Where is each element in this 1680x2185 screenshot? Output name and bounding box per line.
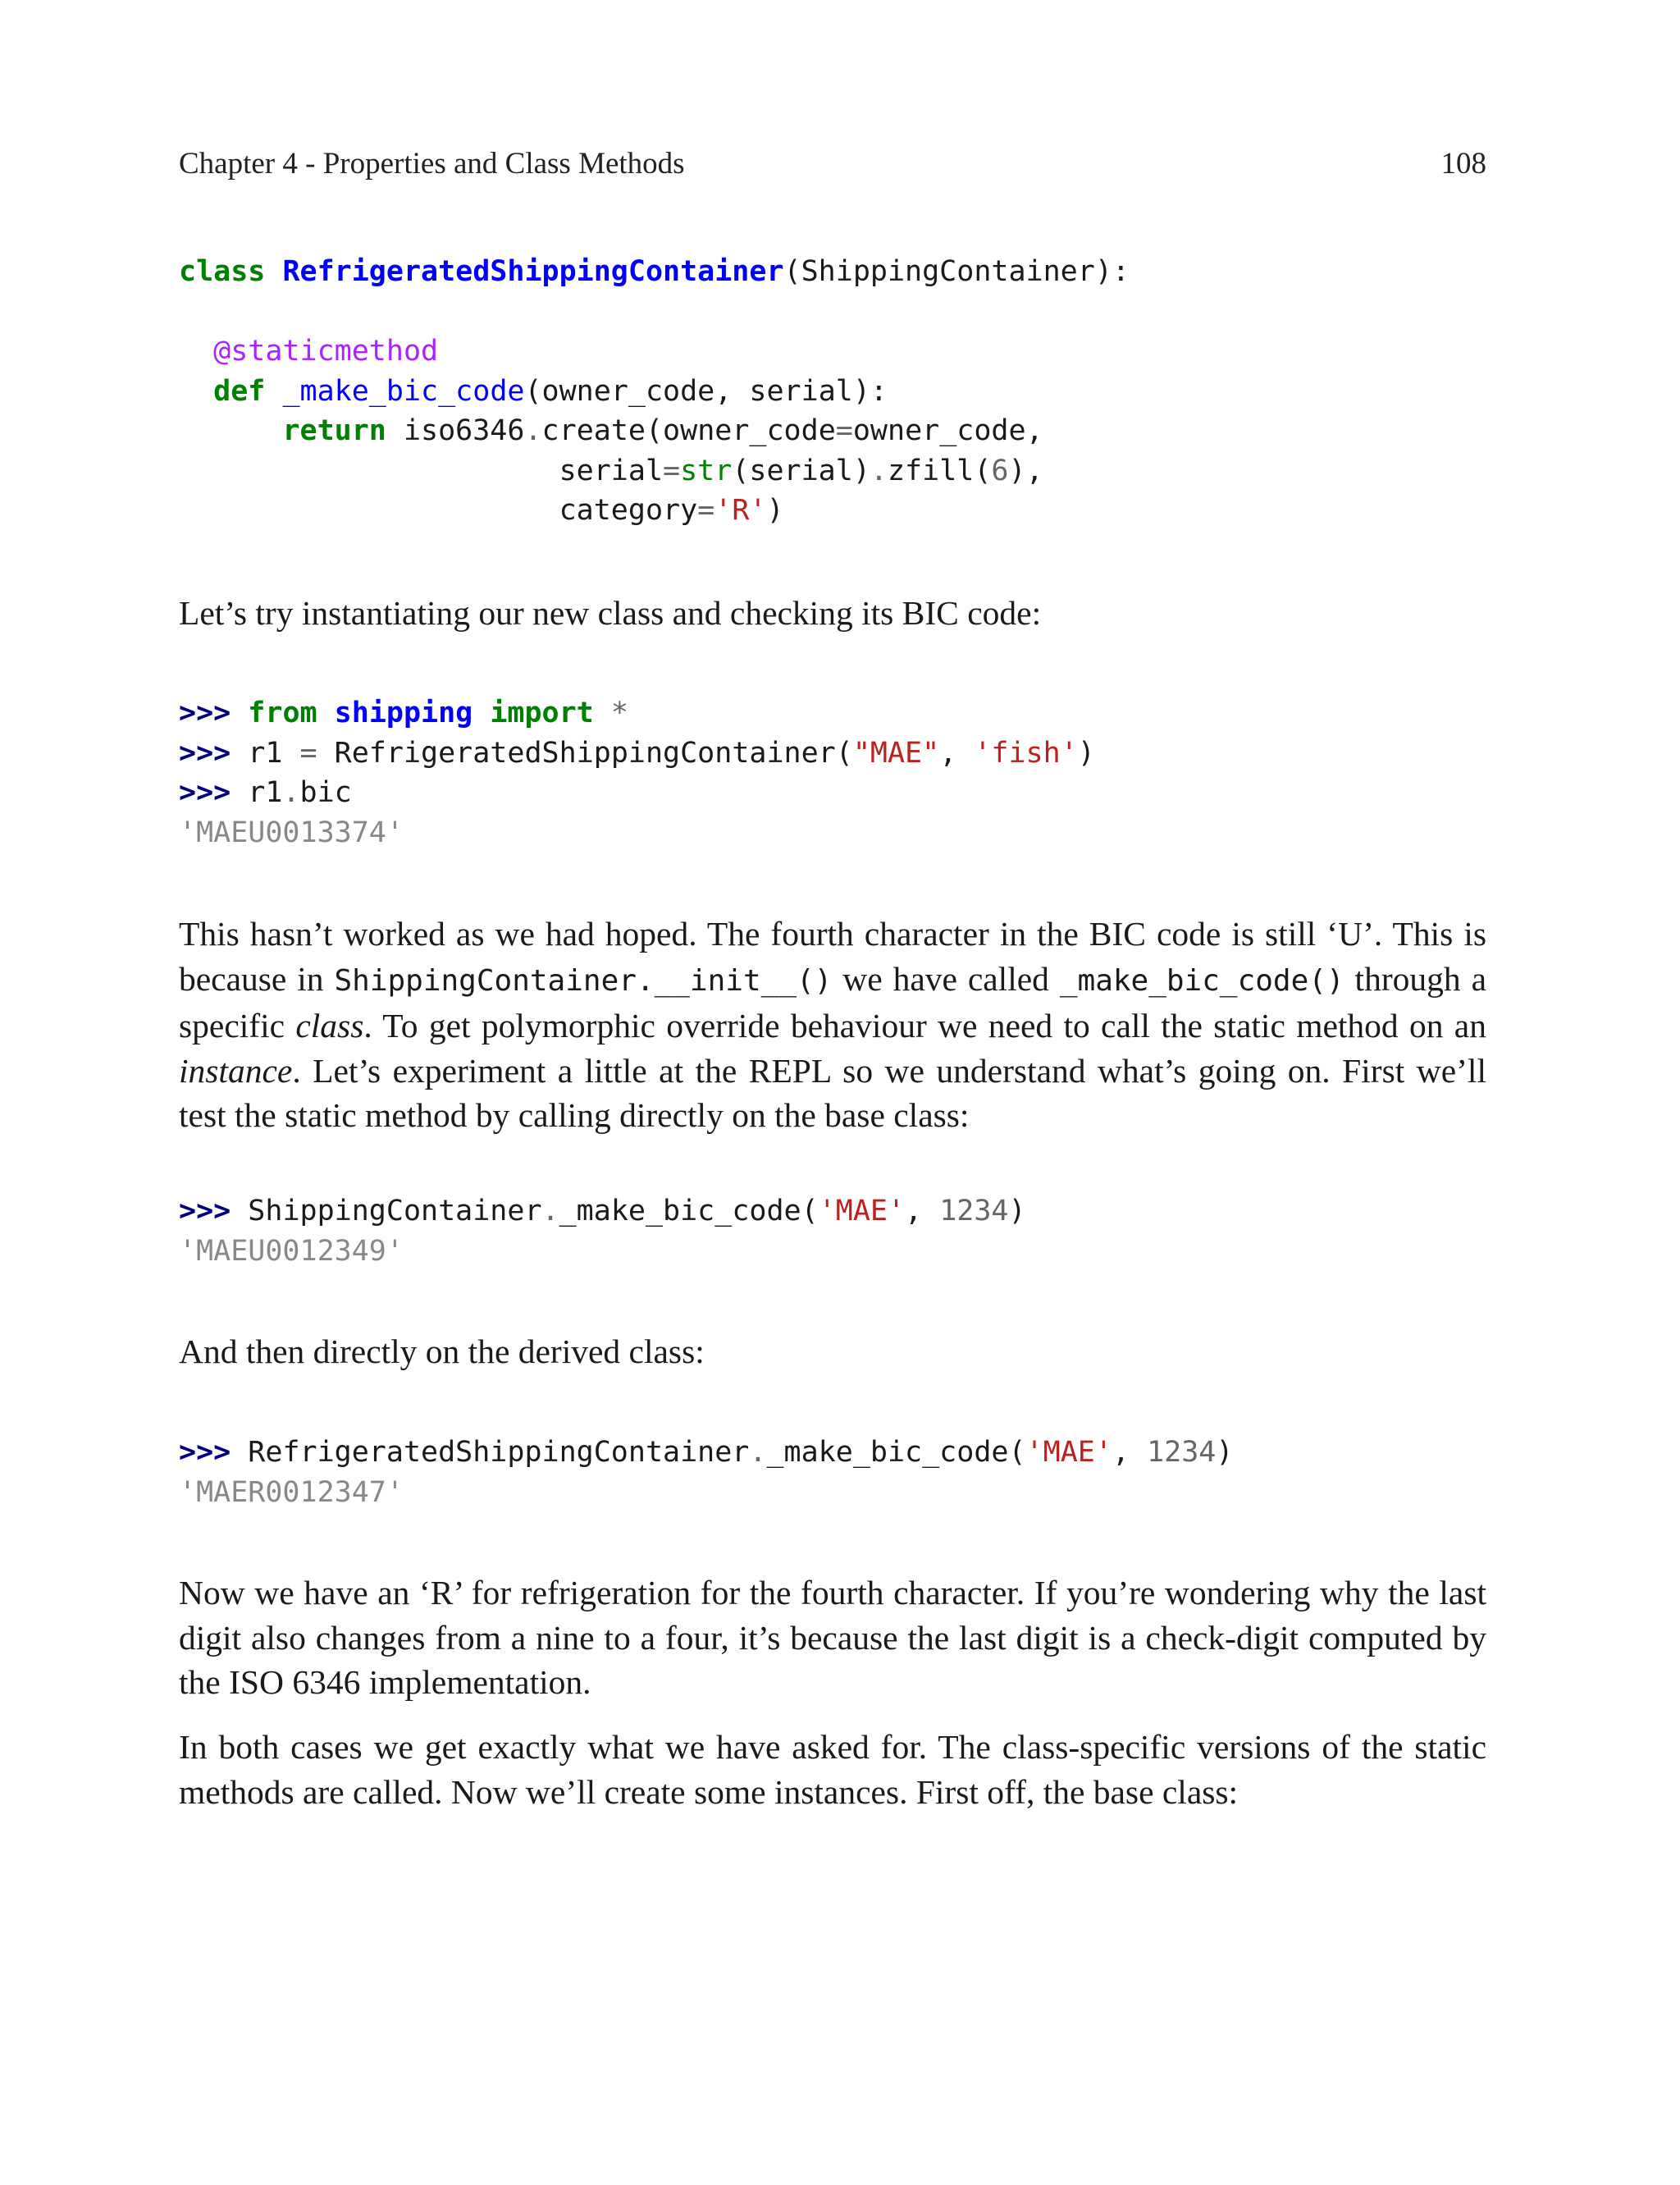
emphasis: class (295, 1007, 364, 1045)
code-token: RefrigeratedShippingContainer( (317, 736, 853, 770)
import-keyword: import (490, 697, 594, 729)
repl-prompt: >>> (179, 736, 231, 770)
return-keyword: return (282, 414, 386, 447)
code-operator: . (870, 454, 888, 487)
code-token: ), (1008, 454, 1043, 487)
code-token: ShippingContainer (248, 1195, 542, 1227)
repl-prompt: >>> (179, 1436, 231, 1469)
code-token: _make_bic_code( (766, 1436, 1026, 1469)
chapter-title: Chapter 4 - Properties and Class Methods (179, 147, 685, 181)
function-args: (owner_code, serial): (524, 374, 888, 408)
code-operator: * (610, 697, 628, 729)
code-token: ) (1216, 1436, 1234, 1469)
code-token: iso6346 (403, 414, 525, 447)
text-run: through a specific (179, 959, 1486, 1045)
paragraph-derived: And then directly on the derived class: (179, 1332, 705, 1370)
code-token: , (905, 1195, 940, 1227)
repl-output: 'MAER0012347' (179, 1475, 404, 1509)
text-run: we have called (832, 959, 1060, 998)
decorator: @staticmethod (213, 335, 439, 368)
class-definition-code (179, 252, 1130, 531)
code-operator: = (697, 494, 715, 527)
repl-prompt: >>> (179, 697, 231, 729)
code-token: serial (559, 454, 664, 487)
class-name: RefrigeratedShippingContainer (282, 255, 784, 288)
code-string: 'MAE' (1025, 1436, 1112, 1469)
inline-code: ShippingContainer.__init__() (334, 963, 833, 998)
code-operator: = (663, 454, 681, 487)
code-token: create(owner_code (541, 414, 836, 447)
code-token: category (559, 494, 698, 527)
code-number: 6 (991, 454, 1009, 487)
repl-output: 'MAEU0012349' (179, 1234, 404, 1268)
code-operator: = (299, 736, 317, 770)
code-token: ) (1077, 736, 1095, 770)
inline-code: _make_bic_code() (1059, 963, 1344, 998)
repl-session-base-class (179, 1191, 1026, 1271)
code-token: owner_code, (852, 414, 1043, 447)
repl-prompt: >>> (179, 1195, 231, 1227)
code-string: 'R' (714, 494, 767, 527)
code-operator: = (835, 414, 853, 447)
code-token: r1 (248, 736, 300, 770)
text-run: This hasn’t worked as we had hoped. The fourth character in the BIC code is still ‘U’. This is because in (179, 915, 1486, 998)
module-name: shipping (334, 697, 473, 729)
text-run: . To get polymorphic override behaviour we need to call the static method on an (363, 1007, 1486, 1045)
code-operator: . (749, 1436, 767, 1469)
code-string: 'MAE' (818, 1195, 906, 1227)
function-name: _make_bic_code (282, 374, 525, 408)
code-token: bic (299, 776, 352, 809)
code-number: 1234 (939, 1195, 1009, 1227)
code-token: r1 (248, 776, 283, 809)
code-operator: . (524, 414, 542, 447)
class-base: (ShippingContainer): (783, 255, 1130, 288)
paragraph-check-digit: Now we have an ‘R’ for refrigeration for the fourth character. If you’re wondering why the last digit also changes from a nine to a four, it’s because the last digit is a check-digit computed by the ISO 6346 implementation. (179, 1574, 1486, 1701)
from-keyword: from (248, 697, 317, 729)
paragraph-explanation (179, 912, 1486, 1138)
code-string: "MAE" (852, 736, 940, 770)
page-number: 108 (1440, 147, 1486, 181)
builtin-str: str (680, 454, 733, 487)
def-keyword: def (213, 374, 266, 408)
text-run: . Let’s experiment a little at the REPL so we understand what’s going on. First we’ll test the static method by calling directly on the base class: (179, 1051, 1486, 1134)
repl-session-derived-class (179, 1433, 1233, 1512)
code-token: , (939, 736, 975, 770)
code-number: 1234 (1147, 1436, 1217, 1469)
code-token: zfill( (887, 454, 992, 487)
code-operator: . (282, 776, 300, 809)
code-string: 'fish' (974, 736, 1078, 770)
paragraph-intro: Let’s try instantiating our new class and checking its BIC code: (179, 594, 1042, 632)
code-operator: . (541, 1195, 559, 1227)
repl-output: 'MAEU0013374' (179, 816, 404, 849)
code-token: ) (766, 494, 784, 527)
repl-session-import (179, 693, 1095, 853)
code-token: (serial) (732, 454, 870, 487)
class-keyword: class (179, 255, 266, 288)
code-token: ) (1008, 1195, 1026, 1227)
code-token: RefrigeratedShippingContainer (248, 1436, 750, 1469)
code-token: _make_bic_code( (559, 1195, 819, 1227)
repl-prompt: >>> (179, 776, 231, 809)
code-token: , (1112, 1436, 1148, 1469)
paragraph-conclusion: In both cases we get exactly what we have asked for. The class-specific versions of the static methods are called. Now we’ll create some instances. First off, the base class: (179, 1728, 1486, 1811)
emphasis: instance (179, 1051, 293, 1090)
